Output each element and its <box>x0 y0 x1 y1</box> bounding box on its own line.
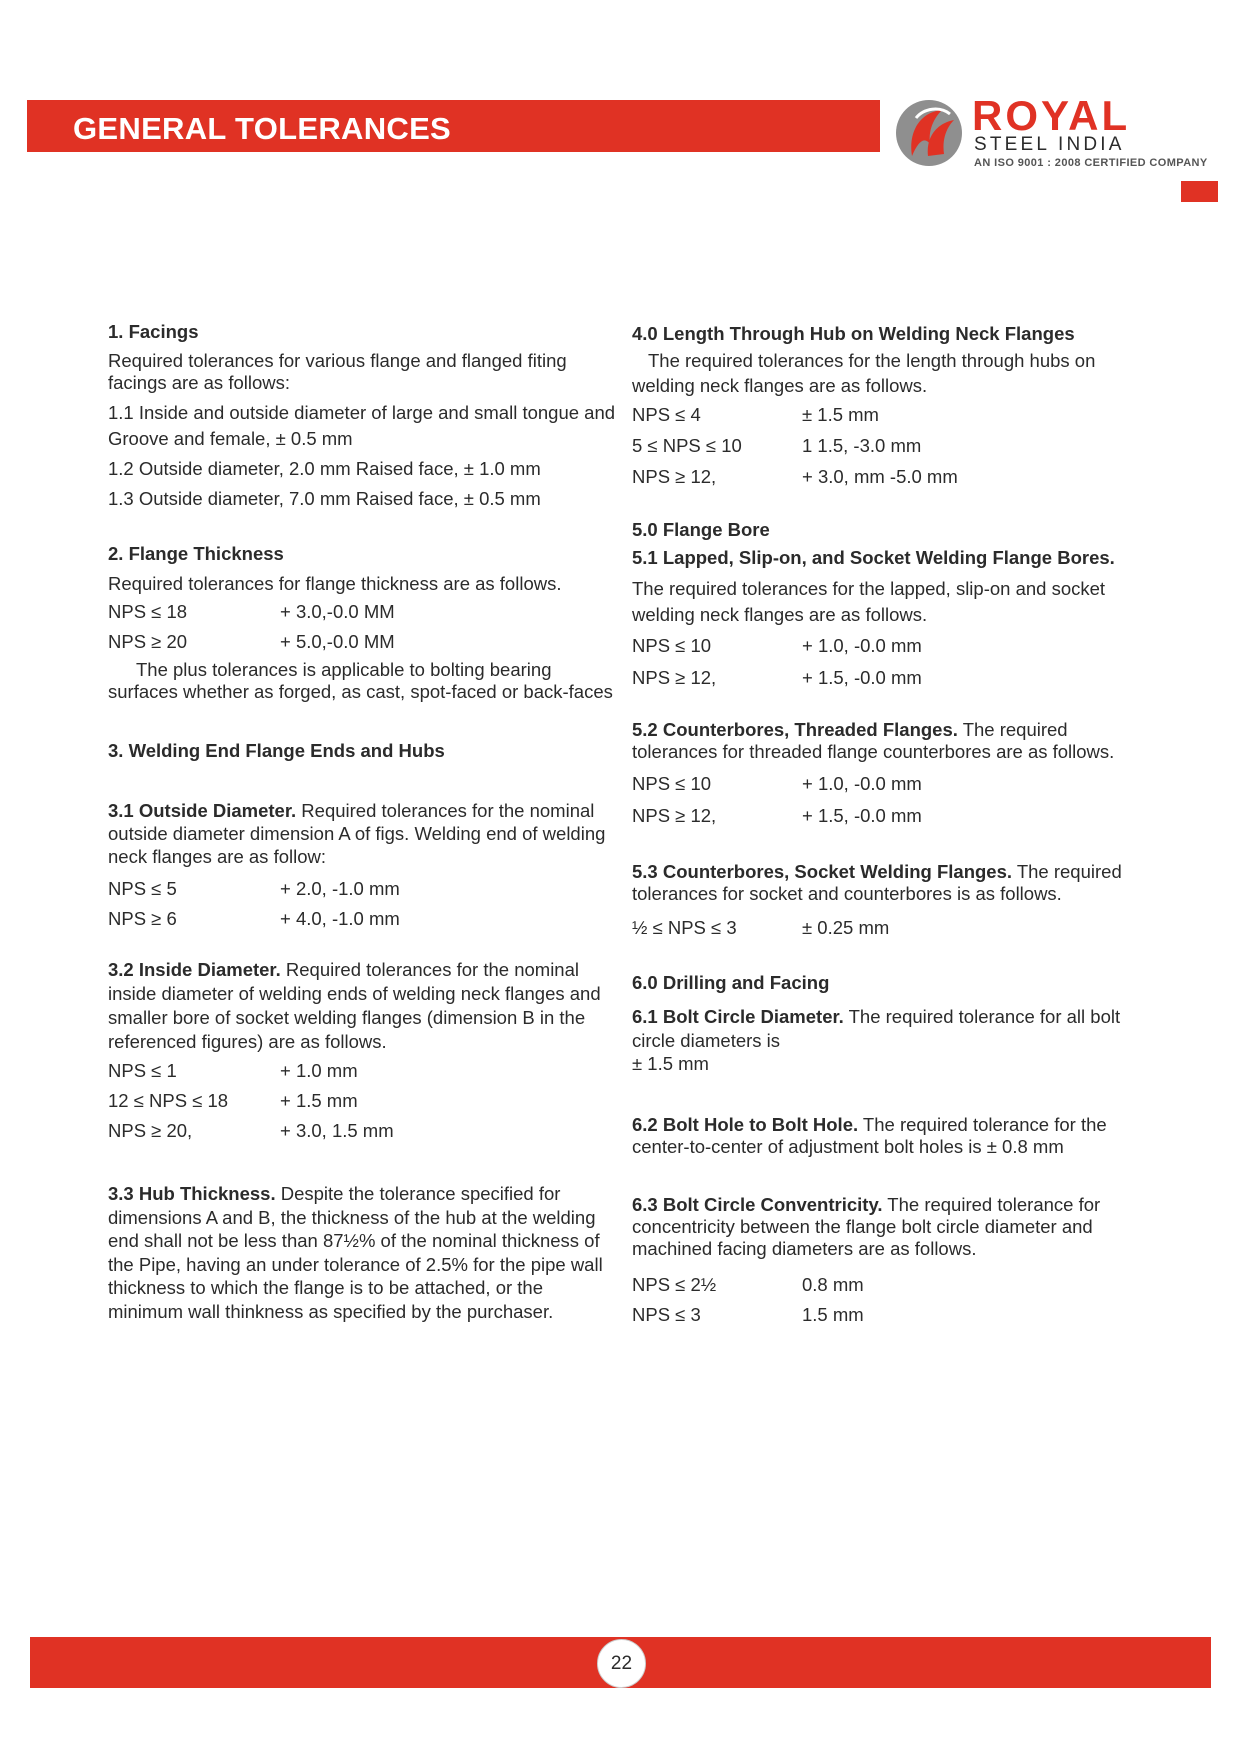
tolerance-row <box>632 462 1142 492</box>
left-column <box>108 320 618 1323</box>
subsection-heading: 3.1 Outside Diameter. <box>108 800 297 821</box>
subsection-heading: 5.1 Lapped, Slip-on, and Socket Welding Flange Bores. <box>632 547 1115 568</box>
tolerance-value: 0.8 mm <box>802 1273 864 1295</box>
tolerance-row <box>632 1300 1142 1330</box>
tolerance-value: + 3.0, mm -5.0 mm <box>802 466 958 487</box>
paragraph <box>108 1182 618 1323</box>
tolerance-row <box>108 597 618 627</box>
subsection-heading: 6.2 Bolt Hole to Bolt Hole. <box>632 1113 859 1135</box>
tolerance-value: + 1.0 mm <box>280 1060 358 1081</box>
nps-range: NPS ≥ 20 <box>108 631 188 652</box>
paragraph: 1.2 Outside diameter, 2.0 mm Raised face, ± 1.0 mm <box>108 458 541 479</box>
paragraph <box>108 958 618 1054</box>
tolerance-value: ± 1.5 mm <box>802 404 879 425</box>
tolerance-row <box>632 661 1142 695</box>
tolerance-value: + 5.0,-0.0 MM <box>280 631 395 652</box>
header-bar <box>27 100 880 152</box>
nps-range: NPS ≥ 12, <box>632 466 717 487</box>
subsection-text: Required tolerances for the nominal outside diameter dimension A of figs. Welding end of welding neck flanges are as follow: <box>108 800 606 867</box>
paragraph: Required tolerances for various flange and flanged fiting facings are as follows: <box>108 350 567 393</box>
nps-range: NPS ≥ 6 <box>108 908 177 929</box>
subsection-heading: 3.3 Hub Thickness. <box>108 1183 276 1204</box>
nps-range: NPS ≤ 5 <box>108 878 177 899</box>
tolerance-value: 1.5 mm <box>802 1303 864 1325</box>
nps-range: NPS ≥ 20, <box>108 1120 193 1141</box>
tolerance-row <box>632 799 1142 833</box>
logo-subtitle: STEEL INDIA <box>974 134 1125 155</box>
company-logo <box>894 92 1224 176</box>
paragraph <box>632 1114 1142 1158</box>
nps-range: NPS ≤ 10 <box>632 773 712 794</box>
paragraph <box>108 799 618 868</box>
nps-range: NPS ≤ 10 <box>632 635 712 656</box>
subsection-heading: 6.3 Bolt Circle Conventricity. <box>632 1193 883 1215</box>
tolerance-row <box>632 913 1142 943</box>
section-heading: 4.0 Length Through Hub on Welding Neck Flanges <box>632 323 1075 344</box>
tolerance-row <box>108 904 618 934</box>
logo-wordmark: ROYAL <box>972 92 1131 139</box>
tolerance-value: + 1.0, -0.0 mm <box>802 635 922 656</box>
subsection-heading: 5.2 Counterbores, Threaded Flanges. <box>632 719 958 740</box>
paragraph: Required tolerances for flange thickness are as follows. <box>108 573 562 594</box>
subsection-text: Despite the tolerance specified for dimensions A and B, the thickness of the hub at the welding end shall not be less than 87½% of the nominal thickness of the Pipe, having an under tolerance of 2.5% for the pipe wall thickness to which the flange is to be attached, or the minimum wall thinkness as specified by the purchaser. <box>108 1183 603 1322</box>
tolerance-value: ± 0.25 mm <box>802 917 890 938</box>
paragraph <box>632 1005 1142 1076</box>
tolerance-value: + 1.5, -0.0 mm <box>802 667 922 688</box>
section-heading: 3. Welding End Flange Ends and Hubs <box>108 740 445 761</box>
header-accent-box <box>1181 181 1218 202</box>
tolerance-row <box>108 1116 618 1146</box>
tolerance-row <box>108 627 618 657</box>
subsection-heading: 3.2 Inside Diameter. <box>108 959 281 980</box>
nps-range: 5 ≤ NPS ≤ 10 <box>632 435 742 456</box>
paragraph: 1.3 Outside diameter, 7.0 mm Raised face, ± 0.5 mm <box>108 488 541 509</box>
tolerance-value: + 2.0, -1.0 mm <box>280 878 400 899</box>
nps-range: NPS ≤ 4 <box>632 404 701 425</box>
tolerance-value: + 1.5 mm <box>280 1090 358 1111</box>
nps-range: NPS ≥ 12, <box>632 805 717 826</box>
subsection-text: The required tolerance for the center-to-center of adjustment bolt holes is ± 0.8 mm <box>632 1113 1107 1157</box>
subsection-text: The required tolerances for threaded flange counterbores are as follows. <box>632 719 1115 762</box>
page-number: 22 <box>597 1639 646 1688</box>
tolerance-row <box>632 631 1142 661</box>
section-heading: 5.0 Flange Bore <box>632 519 770 540</box>
nps-range: 12 ≤ NPS ≤ 18 <box>108 1090 229 1111</box>
tolerance-row <box>632 769 1142 799</box>
section-heading: 6.0 Drilling and Facing <box>632 972 830 993</box>
tolerance-row <box>632 1270 1142 1300</box>
subsection-value: ± 1.5 mm <box>632 1053 709 1074</box>
paragraph <box>632 1194 1142 1260</box>
paragraph: The required tolerances for the length through hubs on welding neck flanges are as follows. <box>632 350 1096 396</box>
nps-range: NPS ≤ 2½ <box>632 1273 717 1295</box>
tolerance-value: + 1.5, -0.0 mm <box>802 805 922 826</box>
subsection-text: The required tolerances for socket and counterbores is as follows. <box>632 861 1122 904</box>
tolerance-value: + 1.0, -0.0 mm <box>802 773 922 794</box>
subsection-heading: 5.3 Counterbores, Socket Welding Flanges. <box>632 861 1013 882</box>
tolerance-value: 1 1.5, -3.0 mm <box>802 435 922 456</box>
paragraph: The required tolerances for the lapped, slip-on and socket welding neck flanges are as follows. <box>632 578 1106 625</box>
nps-range: NPS ≤ 3 <box>632 1303 701 1325</box>
subsection-text: The required tolerance for all bolt circle diameters is <box>632 1006 1121 1051</box>
page-title: GENERAL TOLERANCES <box>73 111 452 146</box>
logo-certification: AN ISO 9001 : 2008 CERTIFIED COMPANY <box>974 157 1208 169</box>
royal-logo-icon <box>894 98 964 168</box>
right-column <box>632 322 1142 1330</box>
nps-range: NPS ≥ 12, <box>632 667 717 688</box>
nps-range: ½ ≤ NPS ≤ 3 <box>632 917 737 938</box>
tolerance-row <box>108 1056 618 1086</box>
tolerance-value: + 3.0, 1.5 mm <box>280 1120 394 1141</box>
tolerance-row <box>108 1086 618 1116</box>
subsection-heading: 6.1 Bolt Circle Diameter. <box>632 1006 844 1027</box>
nps-range: NPS ≤ 1 <box>108 1060 177 1081</box>
nps-range: NPS ≤ 18 <box>108 601 188 622</box>
paragraph: 1.1 Inside and outside diameter of large and small tongue and Groove and female, ± 0.5 mm <box>108 402 616 449</box>
tolerance-row <box>108 874 618 904</box>
section-heading: 1. Facings <box>108 321 199 342</box>
subsection-text: The required tolerance for concentricity between the flange bolt circle diameter and machined facing diameters are as follows. <box>632 1193 1101 1259</box>
paragraph <box>632 861 1142 905</box>
tolerance-row <box>632 400 1142 430</box>
subsection-text: Required tolerances for the nominal inside diameter of welding ends of welding neck flanges and smaller bore of socket welding flanges (dimension B in the referenced figures) are as follows. <box>108 959 601 1052</box>
paragraph <box>632 719 1142 763</box>
tolerance-value: + 4.0, -1.0 mm <box>280 908 400 929</box>
tolerance-row <box>632 430 1142 462</box>
paragraph: The plus tolerances is applicable to bolting bearing surfaces whether as forged, as cast, spot-faced or back-faces <box>108 659 613 702</box>
tolerance-value: + 3.0,-0.0 MM <box>280 601 395 622</box>
section-heading: 2. Flange Thickness <box>108 543 284 564</box>
